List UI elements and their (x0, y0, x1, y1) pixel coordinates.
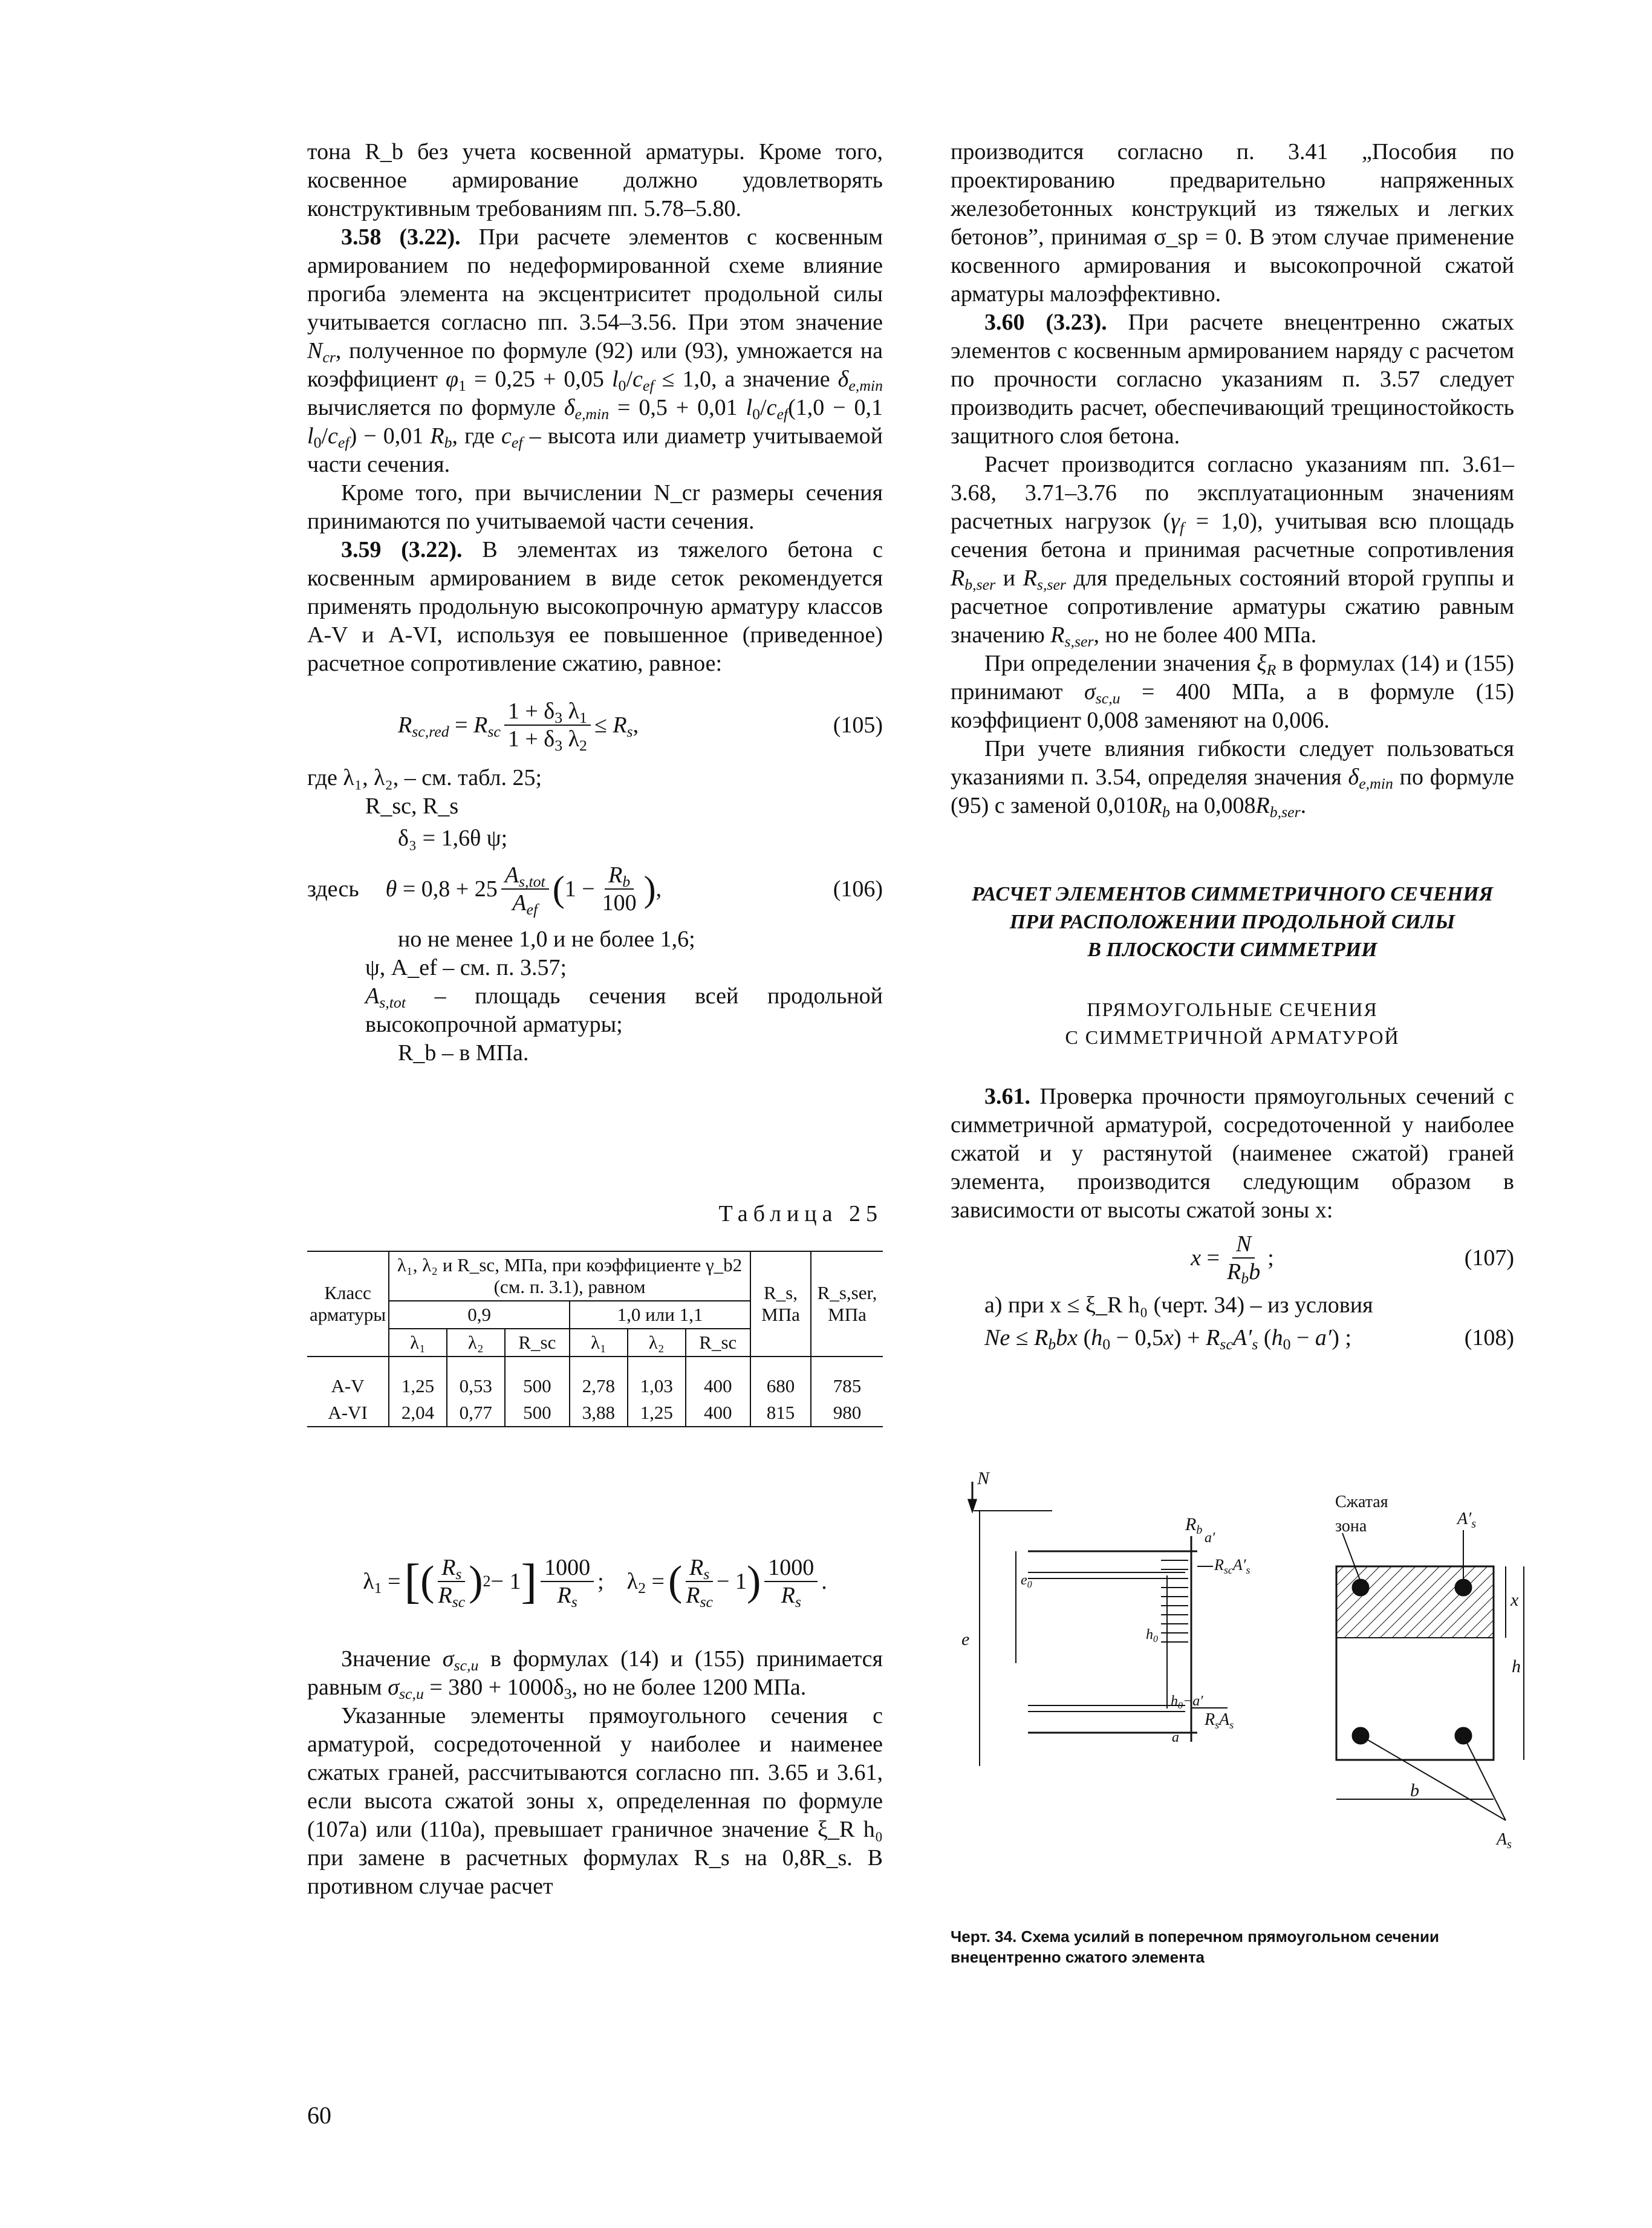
as-prime-label: $A'_s$ (1457, 1510, 1477, 1531)
figure-34 (943, 1464, 1536, 1887)
header-rsser: R_s,ser, МПа (811, 1251, 883, 1357)
header-coef-1011: 1,0 или 1,1 (570, 1301, 750, 1329)
paragraph: Расчет производится согласно указаниям пп. 3.61–3.68, 3.71–3.76 по эксплуатационным значениям расчетных нагрузок $(\gamma_f = 1,0)$, учитывая всю площадь сечения бетона и принимая расчетные сопротивления $R_{b,ser}$ и $R_{s,ser}$ для предельных состояний второй группы и расчетное сопротивление арматуры сжатию равным значению $R_{s,ser}$, но не более 400 МПа. (951, 452, 1515, 651)
figure-caption (951, 1926, 1514, 1967)
paragraph: Указанные элементы прямоугольного сечения с арматурой, сосредоточенной у наиболее и наименее сжатых граней, рассчитываются согласно пп. 3.65 и 3.61, если высота сжатой зоны x, определенная по формуле (107а) или (110а), превышает граничное значение ξ_R h₀ при замене в расчетных формулах R_s на 0,8R_s. В противном случае расчет (307, 1703, 883, 1899)
rsc-as-label: $R_{sc}A'_s$ (1214, 1556, 1250, 1576)
equation-number: (105) (833, 712, 883, 738)
subsection-title: С СИММЕТРИЧНОЙ АРМАТУРОЙ (1065, 1026, 1400, 1048)
compressed-zone-label: Сжатая (1335, 1493, 1388, 1511)
equation-number: (106) (833, 876, 883, 902)
e-label: e (961, 1629, 970, 1649)
n-label: N (977, 1468, 990, 1488)
table-row: A-VI 2,04 0,77 500 3,88 1,25 400 815 980 (307, 1399, 883, 1427)
left-column-bottom (307, 1645, 883, 1901)
header-lambda: λ₁, λ₂ и R_sc, МПа, при коэффициенте γ_b2 (см. п. 3.1), равном (389, 1251, 750, 1301)
clause-number: 3.60 (3.23). (984, 310, 1107, 335)
header-class: Класс арматуры (307, 1251, 389, 1357)
equation-106: здесь θ = 0,8 + 25 $\frac{A_{s,tot}}{A_{ef}}$ ( 1 − $\frac{R_b}{100}$ ) , (106) (307, 862, 883, 919)
figure-label: Черт. 34. (951, 1927, 1017, 1946)
equation-105: $R_{sc,red} = R_{sc}$ $\frac{1 + \delta_3 \lambda_1}{1 + \delta_3 \lambda_2}$ ≤ $R_s$, (105) (398, 699, 883, 755)
clause-3-59: 3.59 (3.22). В элементах из тяжелого бетона с косвенным армированием в виде сеток рекомендуется применять продольную высокопрочную арматуру классов A-V и A-VI, используя ее повышенное (приведенное) расчетное сопротивление сжатию, равное: (307, 537, 883, 676)
clause-number: 3.61. (984, 1084, 1030, 1109)
constraint: но не менее 1,0 и не более 1,6; (398, 927, 695, 952)
h-label: h (1512, 1656, 1521, 1676)
header-rs: R_s, МПа (750, 1251, 811, 1357)
table-title: Таблица 25 (718, 1201, 883, 1226)
figure-caption-text: Схема усилий в поперечном прямоугольном сечении внецентренно сжатого элемента (951, 1927, 1439, 1966)
table-row: A-V 1,25 0,53 500 2,78 1,03 400 680 785 (307, 1357, 883, 1399)
astot-def: $A_{s,tot}$ – площадь сечения всей продольной высокопрочной арматуры; (365, 983, 883, 1037)
delta3-def: δ₃ = 1,6θ ψ; (398, 826, 508, 851)
paragraph: Кроме того, при вычислении N_cr размеры сечения принимаются по учитываемой части сечения. (307, 480, 883, 534)
as-label: $A_s$ (1497, 1830, 1512, 1851)
table-25 (307, 1251, 883, 1427)
equation-108: $Ne \le R_bbx$ $(h_0 - 0,5x) + R_{sc}A'_s$ $(h_0 - a')$ ; (108) (984, 1324, 1514, 1353)
clause-3-61: 3.61. Проверка прочности прямоугольных сечений с симметричной арматурой, сосредоточенной у наиболее сжатой и у растянутой (наименее сжатой) граней элемента, производится следующим образом в зависимости от высоты сжатой зоны x: (951, 1084, 1515, 1223)
lambda-formulas: $\lambda_1$ = [ ( $\frac{R_s}{R_{sc}}$ ) 2 − 1 ] $\frac{1000}{R_s}$ ; $\lambda_2$ = ( $\frac{R_s}{R_{sc}}$ − 1 ) $\frac{1000}{R_s}$ . (363, 1555, 827, 1611)
e0-label: $e_0$ (1021, 1572, 1032, 1590)
compressed-zone (1336, 1566, 1494, 1638)
x-label: x (1511, 1590, 1519, 1610)
case-a: а) при x ≤ ξ_R h₀ (черт. 34) – из условия (984, 1292, 1373, 1318)
subsection-title: ПРЯМОУГОЛЬНЫЕ СЕЧЕНИЯ (1087, 998, 1378, 1020)
clause-number: 3.59 (3.22). (341, 537, 463, 562)
clause-3-58: 3.58 (3.22). При расчете элементов с косвенным армированием по недеформированной схеме влияние прогиба элемента на эксцентриситет продольной силы учитывается согласно пп. 3.54–3.56. При этом значение $N_{cr}$, полученное по формуле (92) или (93), умножается на коэффициент $\varphi_1 = 0,25 + 0,05$ $l_0/c_{ef} \le 1,0$, а значение $\delta_{e,min}$ вычисляется по формуле $\delta_{e,min} = 0,5 + 0,01$ $l_0/c_{ef}(1,0 - 0,1$ $l_0/c_{ef}) - 0,01$ $R_b$, где $c_{ef}$ – высота или диаметр учитываемой части сечения. (307, 224, 883, 477)
subheader: R_sc (505, 1329, 570, 1357)
paragraph: производится согласно п. 3.41 „Пособия по проектированию предварительно напряженных железобетонных конструкций из тяжелых и легких бетонов”, принимая σ_sp = 0. В этом случае применение косвенного армирования и высокопрочной сжатой арматуры малоэффективно. (951, 139, 1514, 307)
paragraph: Значение $\sigma_{sc,u}$ в формулах (14) и (155) принимается равным $\sigma_{sc,u} = 380 + 1000\delta_3$, но не более 1200 МПа. (307, 1646, 883, 1703)
paragraph: При учете влияния гибкости следует пользоваться указаниями п. 3.54, определяя значения $\delta_{e,min}$ по формуле (95) с заменой $0,010R_b$ на $0,008R_{b,ser}$. (951, 736, 1515, 821)
equation-number: (108) (1464, 1324, 1514, 1350)
where-line: где λ₁, λ₂, – см. табл. 25; (307, 765, 542, 790)
paragraph: тона R_b без учета косвенной арматуры. Кроме того, косвенное армирование должно удовлетворять конструктивным требованиям пп. 5.78–5.80. (307, 139, 883, 221)
section-title: В ПЛОСКОСТИ СИММЕТРИИ (1087, 939, 1377, 961)
section-title: РАСЧЕТ ЭЛЕМЕНТОВ СИММЕТРИЧНОГО СЕЧЕНИЯ (971, 883, 1494, 905)
section-title: ПРИ РАСПОЛОЖЕНИИ ПРОДОЛЬНОЙ СИЛЫ (1009, 911, 1455, 933)
equation-number: (107) (1464, 1245, 1514, 1271)
rb-label: $R_b$ (1185, 1514, 1203, 1537)
where-line: R_sc, R_s (365, 793, 459, 819)
rebar-top-left (1353, 1580, 1368, 1595)
here-label: здесь (307, 876, 359, 902)
subheader: λ₂ (628, 1329, 686, 1357)
compressed-zone-label: зона (1335, 1517, 1367, 1536)
subheader: λ₁ (389, 1329, 447, 1357)
subheader: R_sc (686, 1329, 750, 1357)
header-coef-09: 0,9 (389, 1301, 570, 1329)
reference: ψ, A_ef – см. п. 3.57; (365, 955, 567, 980)
subheader: λ₂ (447, 1329, 505, 1357)
clause-number: 3.58 (3.22). (341, 224, 461, 250)
rebar-top-right (1455, 1580, 1471, 1595)
right-column (951, 138, 1514, 1356)
unit-note: R_b – в МПа. (398, 1040, 529, 1066)
subheader: λ₁ (570, 1329, 628, 1357)
clause-3-60: 3.60 (3.23). При расчете внецентренно сжатых элементов с косвенным армированием наряду с расчетом по прочности согласно указаниям п. 3.57 следует производить расчет, обеспечивающий трещиностойкость защитного слоя бетона. (951, 310, 1515, 449)
h0-label: $h_0$ (1146, 1627, 1158, 1644)
page-number: 60 (307, 2102, 331, 2129)
n-arrowhead (969, 1500, 976, 1511)
a-label: a (1172, 1730, 1179, 1745)
paragraph: При определении значения $\xi_R$ в формулах (14) и (155) принимают $\sigma_{sc,u} = 400$ МПа, а в формуле (15) коэффициент 0,008 заменяют на 0,006. (951, 651, 1515, 733)
left-column (307, 138, 883, 1067)
b-label: b (1410, 1780, 1419, 1800)
a-prime-label: a′ (1205, 1530, 1215, 1546)
rs-as-label: $R_sA_s$ (1205, 1710, 1234, 1731)
equation-107: x = $\frac{N}{R_bb}$ ; (107) (1191, 1231, 1514, 1288)
h0-minus-a-label: $h_0-a'$ (1171, 1693, 1203, 1711)
